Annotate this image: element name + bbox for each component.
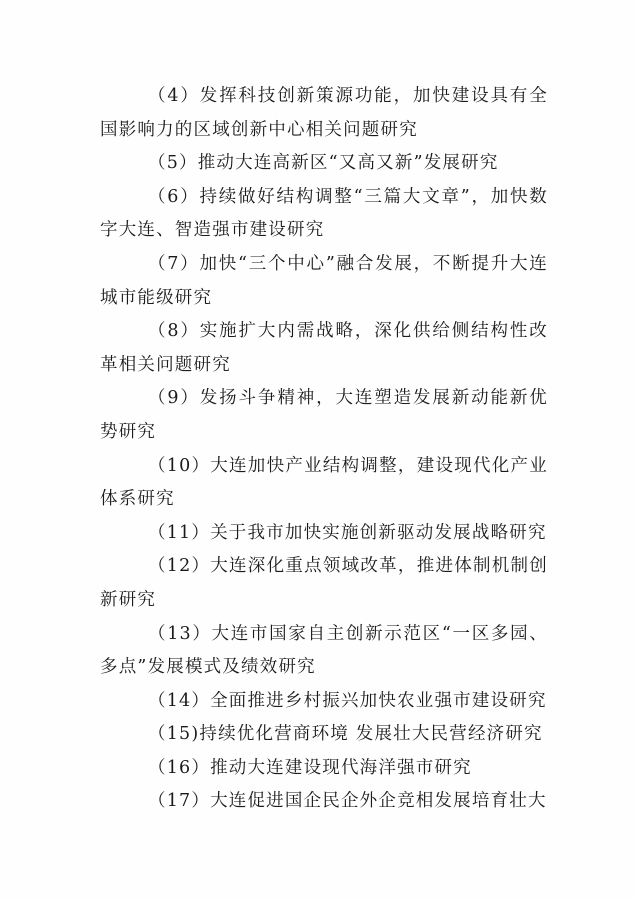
topic-item-16: （16）推动大连建设现代海洋强市研究 — [148, 757, 472, 778]
research-topic-list — [100, 80, 548, 819]
topic-item-14: （14）全面推进乡村振兴加快农业强市建设研究 — [148, 690, 547, 711]
topic-item-12: （12）大连深化重点领域改革，推进体制机制创新研究 — [100, 556, 548, 610]
topic-item-5: （5）推动大连高新区“又高又新”发展研究 — [148, 153, 499, 174]
topic-item-13: （13）大连市国家自主创新示范区“一区多园、多点”发展模式及绩效研究 — [100, 623, 548, 678]
topic-item-17: （17）大连促进国企民企外企竞相发展培育壮大 — [148, 791, 547, 812]
topic-item-7: （7）加快“三个中心”融合发展，不断提升大连城市能级研究 — [100, 253, 548, 308]
topic-item-10: （10）大连加快产业结构调整，建设现代化产业体系研究 — [100, 455, 548, 510]
topic-item-9: （9）发扬斗争精神，大连塑造发展新动能新优势研究 — [100, 388, 548, 442]
topic-item-11: （11）关于我市加快实施创新驱动发展战略研究 — [148, 522, 547, 543]
topic-item-4: （4）发挥科技创新策源功能，加快建设具有全国影响力的区域创新中心相关问题研究 — [100, 86, 548, 140]
topic-item-8: （8）实施扩大内需战略，深化供给侧结构性改革相关问题研究 — [100, 321, 548, 375]
topic-item-15: （15)持续优化营商环境 发展壮大民营经济研究 — [148, 724, 543, 745]
topic-item-6: （6）持续做好结构调整“三篇大文章”，加快数字大连、智造强市建设研究 — [100, 186, 548, 241]
